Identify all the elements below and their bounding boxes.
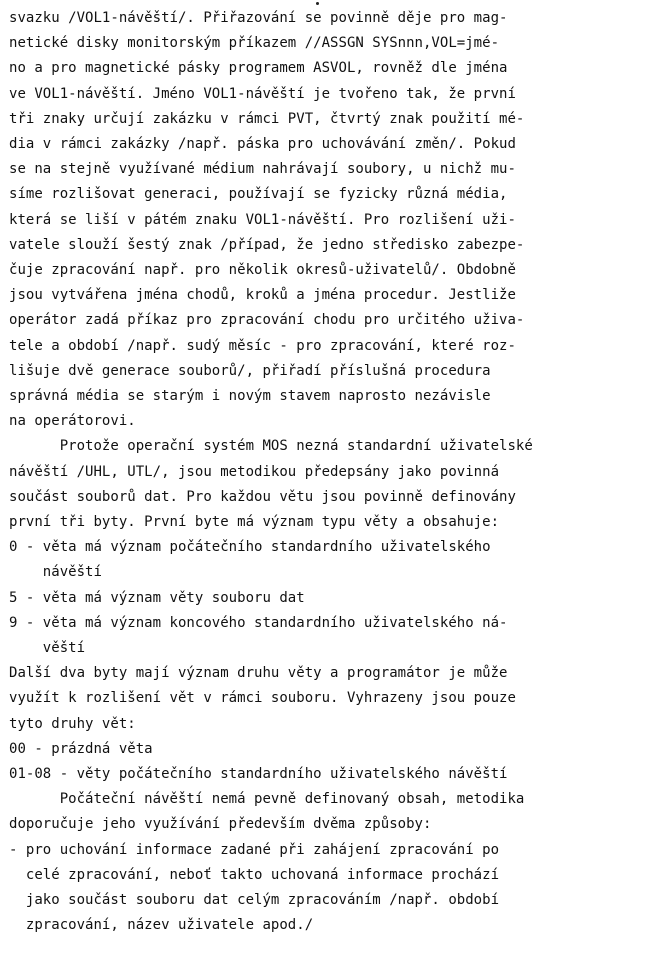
- text-line-26: věští: [9, 640, 86, 656]
- text-line-2: netické disky monitorským příkazem //ASSGN SYSnnn,VOL=jmé-: [9, 35, 500, 52]
- text-line-7: se na stejně využívané médium nahrávají soubory, u nichž mu-: [9, 161, 516, 178]
- text-line-24: 5 - věta má význam věty souboru dat: [9, 589, 305, 606]
- text-line-17: na operátorovi.: [9, 413, 136, 430]
- text-line-37: zpracování, název uživatele apod./: [9, 917, 314, 934]
- speck-mark: [316, 2, 319, 5]
- text-line-23: návěští: [9, 564, 102, 581]
- text-line-20: součást souborů dat. Pro každou větu jsou povinně definovány: [9, 488, 516, 505]
- text-line-6: dia v rámci zakázky /např. páska pro uchovávání změn/. Pokud: [9, 136, 516, 152]
- text-line-12: jsou vytvářena jména chodů, kroků a jména procedur. Jestliže: [9, 287, 516, 304]
- text-line-35: celé zpracování, neboť takto uchovaná informace prochází: [9, 866, 500, 883]
- text-line-4: ve VOL1-návěští. Jméno VOL1-návěští je tvořeno tak, že první: [9, 85, 516, 102]
- text-line-16: správná média se starým i novým stavem naprosto nezávisle: [9, 388, 491, 404]
- text-line-25: 9 - věta má význam koncového standardního uživatelského ná-: [9, 614, 508, 631]
- text-line-30: 00 - prázdná věta: [9, 740, 153, 757]
- text-line-10: vatele slouží šestý znak /případ, že jedno středisko zabezpe-: [9, 236, 525, 253]
- text-line-3: no a pro magnetické pásky programem ASVOL, rovněž dle jména: [9, 60, 508, 77]
- text-line-29: tyto druhy vět:: [9, 715, 136, 732]
- text-line-13: operátor zadá příkaz pro zpracování chodu pro určitého uživa-: [9, 312, 525, 329]
- text-line-21: první tři byty. První byte má význam typu věty a obsahuje:: [9, 514, 500, 530]
- text-line-32: Počáteční návěští nemá pevně definovaný obsah, metodika: [9, 791, 525, 808]
- text-line-36: jako součást souboru dat celým zpracováním /např. období: [9, 892, 500, 908]
- text-line-9: která se liší v pátém znaku VOL1-návěští. Pro rozlišení uži-: [9, 211, 516, 228]
- text-line-15: lišuje dvě generace souborů/, přiřadí příslušná procedura: [9, 362, 491, 379]
- text-line-28: využít k rozlišení vět v rámci souboru. Vyhrazeny jsou pouze: [9, 690, 516, 707]
- text-line-1: svazku /VOL1-návěští/. Přiřazování se povinně děje pro mag-: [9, 10, 508, 26]
- text-line-27: Další dva byty mají význam druhu věty a programátor je může: [9, 665, 508, 682]
- text-line-34: - pro uchování informace zadané při zahájení zpracování po: [9, 841, 500, 858]
- text-line-19: návěští /UHL, UTL/, jsou metodikou předepsány jako povinná: [9, 463, 500, 480]
- text-line-14: tele a období /např. sudý měsíc - pro zpracování, které roz-: [9, 337, 516, 354]
- text-line-5: tři znaky určují zakázku v rámci PVT, čtvrtý znak použití mé-: [9, 110, 525, 127]
- text-line-11: čuje zpracování např. pro několik okresů-uživatelů/. Obdobně: [9, 262, 516, 278]
- text-line-8: síme rozlišovat generaci, používají se fyzicky různá média,: [9, 186, 508, 203]
- text-line-31: 01-08 - věty počátečního standardního uživatelského návěští: [9, 766, 508, 782]
- text-line-33: doporučuje jeho využívání především dvěma způsoby:: [9, 816, 432, 833]
- text-line-18: Protože operační systém MOS nezná standardní uživatelské: [9, 438, 533, 455]
- text-line-22: 0 - věta má význam počátečního standardního uživatelského: [9, 539, 491, 556]
